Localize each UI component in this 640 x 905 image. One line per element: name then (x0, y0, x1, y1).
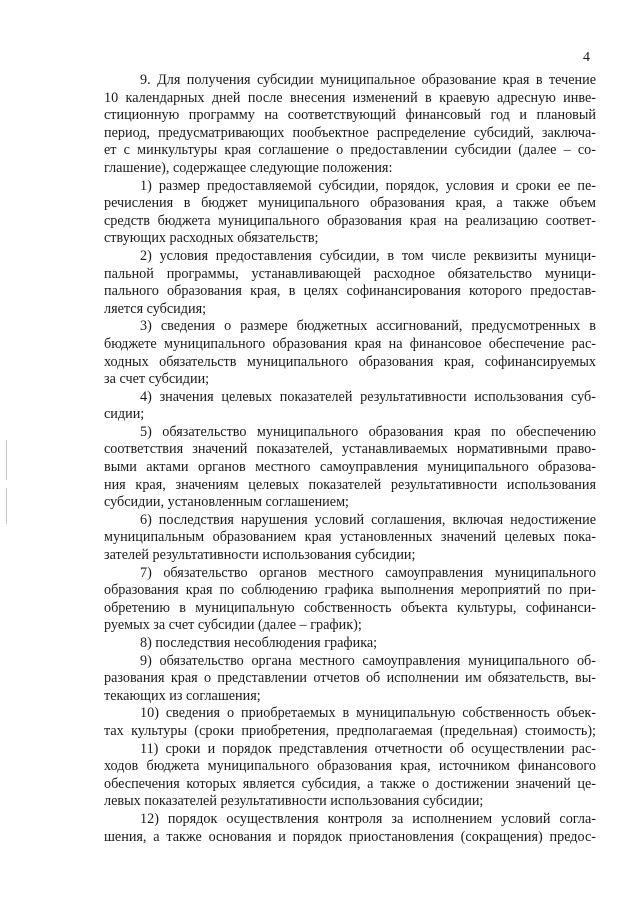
text-line: ствующих расходных обязательств; (104, 230, 319, 247)
text-line: средств бюджета муниципального образования края на реализацию соответ- (104, 212, 596, 229)
text-line: руемых за счет субсидии (далее – график); (104, 617, 362, 634)
text-line: за счет субсидии; (104, 371, 210, 388)
text-line: 4) значения целевых показателей результативности использования суб- (140, 388, 596, 405)
text-line: пального образования края, в целях софинансирования которого предостав- (104, 283, 596, 300)
text-line: левых показателей результативности использования субсидии; (104, 793, 484, 810)
text-line: 9) обязательство органа местного самоуправления муниципального об- (140, 652, 596, 669)
text-line: 10) сведения о приобретаемых в муниципальную собственность объек- (140, 705, 596, 722)
document-body (104, 72, 596, 846)
text-line: 11) сроки и порядок представления отчетности об осуществлении рас- (140, 740, 596, 757)
text-line: 10 календарных дней после внесения изменений в краевую адресную инве- (104, 89, 596, 106)
text-line: речисления в бюджет муниципального образования края, а также объем (104, 195, 596, 212)
text-line: 7) обязательство органов местного самоуправления муниципального (140, 564, 596, 581)
text-line: ходов бюджета муниципального образования края, источником финансового (104, 758, 596, 775)
text-line: образования края по соблюдению графика выполнения мероприятий по при- (104, 582, 596, 599)
text-line: глашение), содержащее следующие положения: (104, 159, 393, 176)
text-line: пальной программы, устанавливающей расходное обязательство муници- (104, 265, 596, 282)
text-line: тах культуры (сроки приобретения, предполагаемая (предельная) стоимость); (104, 722, 596, 739)
text-line: 1) размер предоставляемой субсидии, порядок, условия и сроки ее пе- (140, 177, 596, 194)
text-line: соответствия значений показателей, устанавливаемых нормативными право- (104, 441, 596, 458)
text-line: 5) обязательство муниципального образования края по обеспечению (140, 423, 596, 440)
text-line: ния края, значениям целевых показателей результативности использования (104, 476, 596, 493)
text-line: сидии; (104, 406, 145, 423)
text-line: шения, а также основания и порядок приостановления (сокращения) предос- (104, 828, 596, 845)
text-line: ходных обязательств муниципального образования края, софинансируемых (104, 353, 596, 370)
text-line: 6) последствия нарушения условий соглашения, включая недостижение (140, 511, 596, 528)
text-line: текающих из соглашения; (104, 687, 261, 704)
text-line: муниципальным образованием края установленных значений целевых пока- (104, 529, 596, 546)
text-line: ляется субсидия; (104, 300, 207, 317)
text-line: зателей результативности использования субсидии; (104, 547, 416, 564)
text-line: стиционную программу на соответствующий финансовый год и плановый (104, 107, 596, 124)
scan-margin-mark-upper (6, 440, 7, 480)
text-line: 9. Для получения субсидии муниципальное образование края в течение (140, 72, 596, 88)
text-line: 3) сведения о размере бюджетных ассигнований, предусмотренных в (140, 318, 596, 335)
text-line: ет с минкультуры края соглашение о предоставлении субсидии (далее – со- (104, 142, 596, 159)
text-line: разования края о представлении отчетов об исполнении им обязательств, вы- (104, 670, 596, 687)
text-line: субсидии, установленным соглашением; (104, 494, 349, 511)
page-number: 4 (583, 50, 590, 65)
text-line: обеспечения которых является субсидия, а также о достижении значений це- (104, 775, 596, 792)
text-line: обретению в муниципальную собственность объекта культуры, софинанси- (104, 599, 596, 616)
text-line: 12) порядок осуществления контроля за исполнением условий согла- (140, 810, 596, 827)
text-line: выми актами органов местного самоуправления муниципального образова- (104, 459, 596, 476)
text-line: бюджете муниципального образования края на финансовое обеспечение рас- (104, 335, 596, 352)
text-line: период, предусматривающих пообъектное распределение субсидий, заключа- (104, 124, 596, 141)
text-line: 8) последствия несоблюдения графика; (140, 635, 378, 651)
scan-margin-mark-lower (6, 488, 7, 524)
text-line: 2) условия предоставления субсидии, в том числе реквизиты муници- (140, 247, 596, 264)
